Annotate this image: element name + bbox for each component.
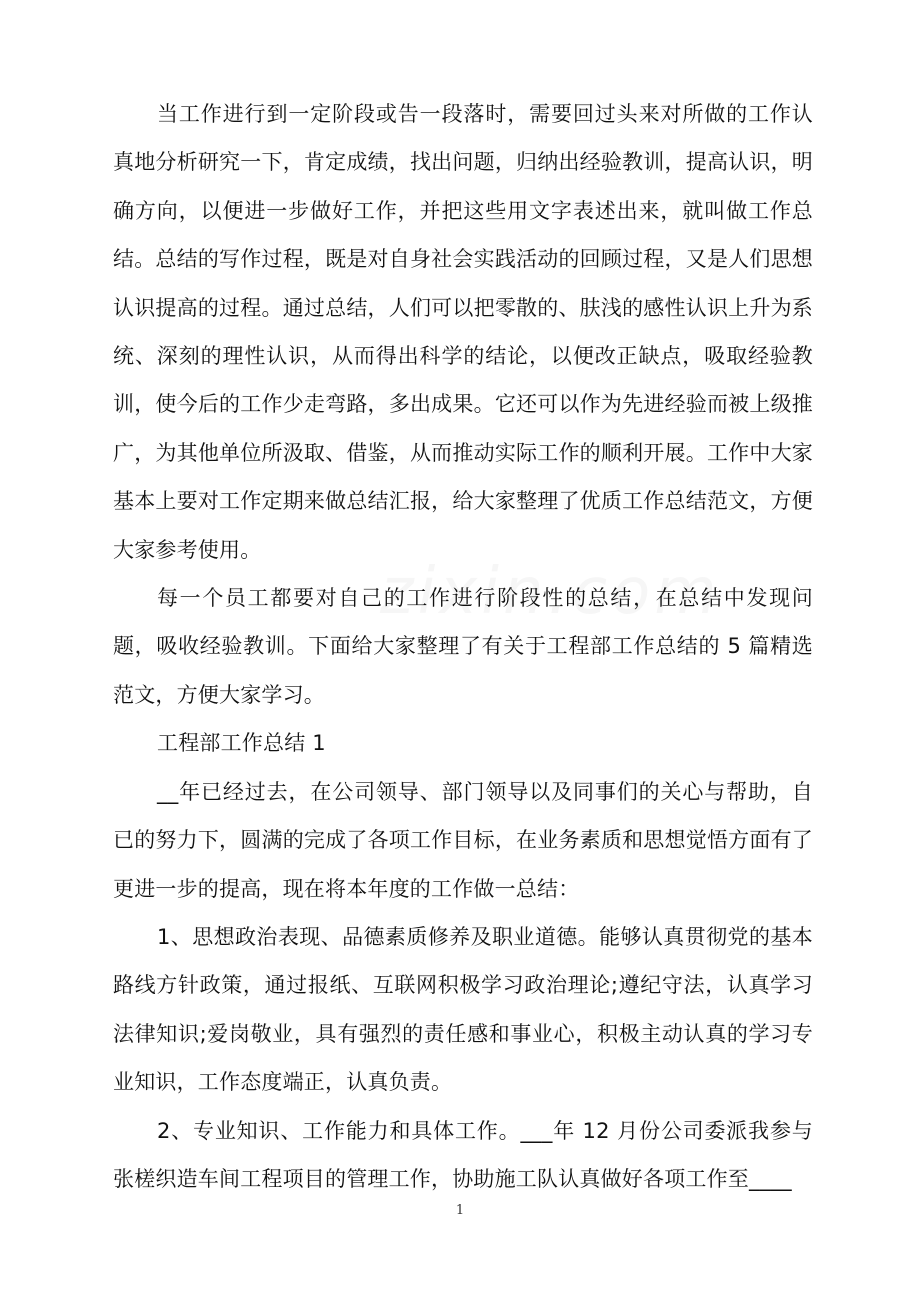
section-heading: 工程部工作总结 1	[157, 731, 326, 756]
item-1-paragraph: 1、思想政治表现、品德素质修养及职业道德。能够认真贯彻党的基本路线方针政策，通过报纸、互联网积极学习政治理论;遵纪守法，认真学习法律知识;爱岗敬业，具有强烈的责任感和事业心，积极主动认真的学习专业知识，工作态度端正，认真负责。	[113, 924, 813, 1095]
summary-intro-paragraph: 每一个员工都要对自己的工作进行阶段性的总结，在总结中发现问题，吸收经验教训。下面给大家整理了有关于工程部工作总结的 5 篇精选范文，方便大家学习。	[113, 586, 813, 707]
page-number: 1	[455, 1203, 465, 1218]
document-body	[113, 90, 813, 1203]
intro-paragraph: 当工作进行到一定阶段或告一段落时，需要回过头来对所做的工作认真地分析研究一下，肯定成绩，找出问题，归纳出经验教训，提高认识，明确方向，以便进一步做好工作，并把这些用文字表述出来，就叫做工作总结。总结的写作过程，既是对自身社会实践活动的回顾过程，又是人们思想认识提高的过程。通过总结，人们可以把零散的、肤浅的感性认识上升为系统、深刻的理性认识，从而得出科学的结论，以便改正缺点，吸取经验教训，使今后的工作少走弯路，多出成果。它还可以作为先进经验而被上级推广，为其他单位所汲取、借鉴，从而推动实际工作的顺利开展。工作中大家基本上要对工作定期来做总结汇报，给大家整理了优质工作总结范文，方便大家参考使用。	[113, 102, 813, 562]
year-summary-paragraph: __年已经过去，在公司领导、部门领导以及同事们的关心与帮助，自已的努力下，圆满的完成了各项工作目标，在业务素质和思想觉悟方面有了更进一步的提高，现在将本年度的工作做一总结：	[113, 779, 813, 901]
item-2-paragraph: 2、专业知识、工作能力和具体工作。___年 12 月份公司委派我参与张槎织造车间工程项目的管理工作，协助施工队认真做好各项工作至____	[113, 1118, 813, 1191]
